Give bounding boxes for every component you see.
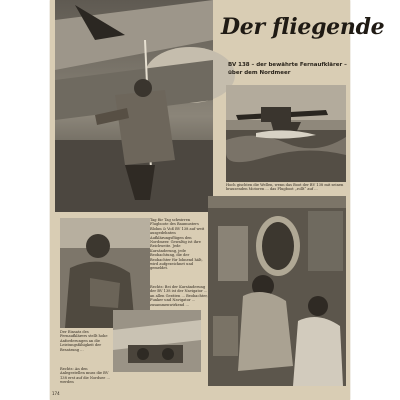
photo-crew-interior bbox=[208, 196, 346, 386]
caption-flight-photo: Hoch gischten die Wellen, wenn das Boot der BV 138 mit seinen brausenden Motoren ... das Flugboot „rollt“ auf ... bbox=[226, 183, 344, 192]
caption-bottom-left: Rechts: An den Anlegestellen muss die BV 138 erst auf die Nordsee ... werden bbox=[60, 367, 110, 385]
column-text: Tag für Tag schwirren Flugboote des Baumusters Blohm & Voß BV 138 auf weit ausgedehnten Aufklärungsflügen den Nordmeer. Gewaltig ist ihre Reichweite. Jede Kursänderung, jede Beobachtung, die der Beobachter für lohnend hält, wird aufgezeichnet und gemeldet. bbox=[150, 218, 205, 271]
caption-gunner-photo: Der Einsatz des Fernaufklärers stellt hohe Anforderungen an die Leistungsfähigkeit der Besatzung ... bbox=[60, 330, 108, 352]
photo-aircraft-engines bbox=[113, 310, 201, 372]
page-number: 174 bbox=[52, 391, 60, 396]
magazine-page bbox=[50, 0, 385, 400]
photo-flying-boat-over-sea bbox=[226, 85, 346, 182]
article-title: Der fliegende bbox=[221, 14, 385, 40]
article-subtitle: BV 138 – der bewährte Fernaufklärer – über dem Nordmeer bbox=[228, 62, 347, 76]
column-text-2: Rechts: Bei der Kursänderung der BV 138 ist der Navigator ... an allen Geräten ... Beobachter, Funker und Navigator ... zusammenwirkend ... bbox=[150, 285, 208, 307]
photo-crewman-at-flying-boat bbox=[55, 0, 213, 212]
